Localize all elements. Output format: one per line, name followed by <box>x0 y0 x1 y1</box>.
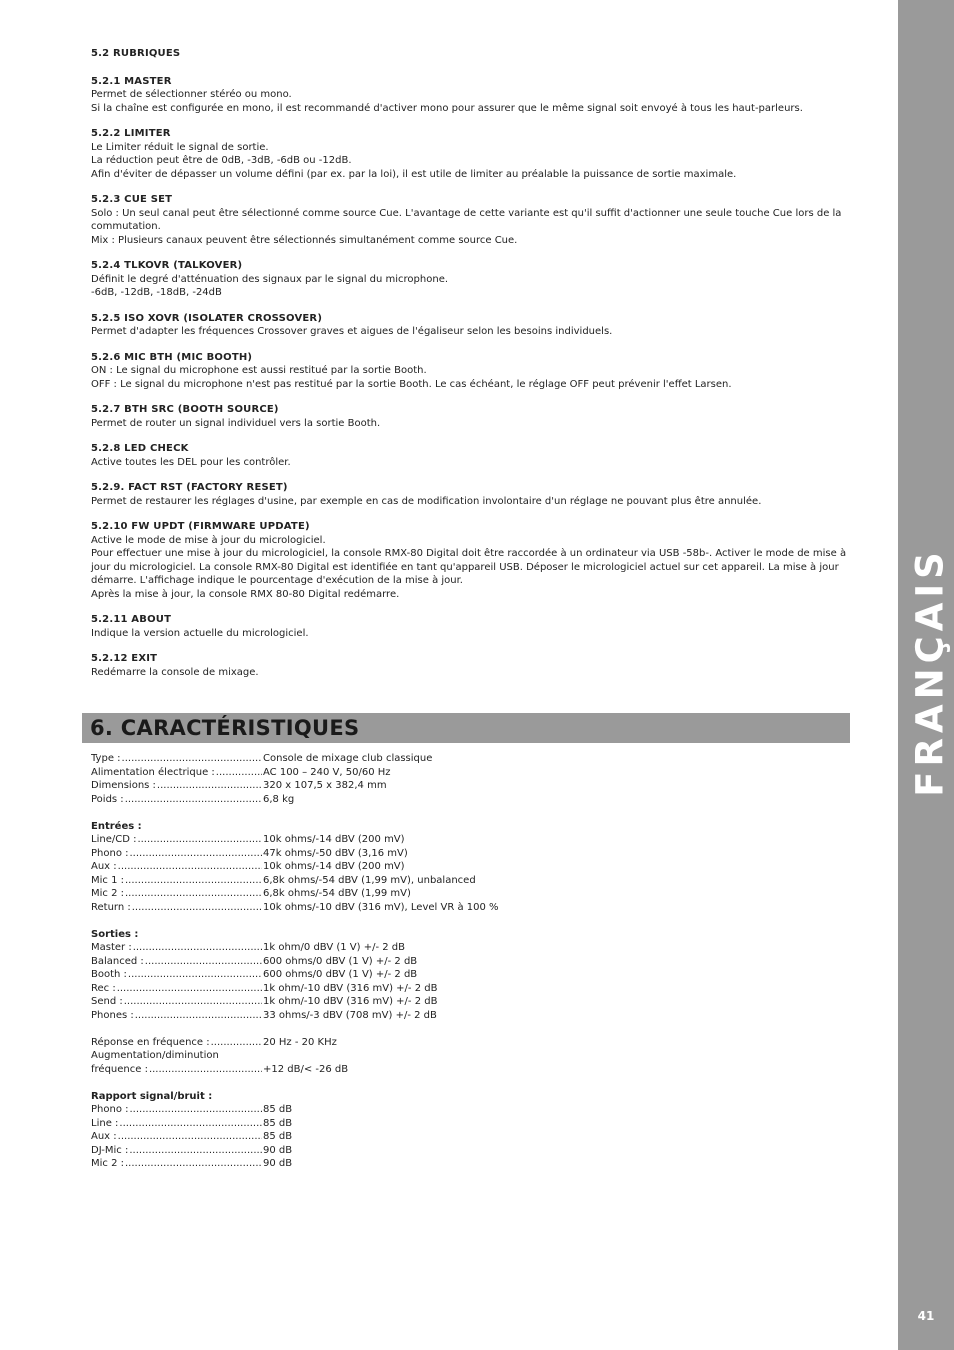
spec-value: 85 dB <box>263 1104 293 1115</box>
spec-label: DJ-Mic : <box>91 1144 129 1156</box>
section-text: Le Limiter réduit le signal de sortie. <box>91 141 269 153</box>
section-heading: 5.2.7 BTH SRC (BOOTH SOURCE) <box>91 404 279 415</box>
dot-leader <box>130 1103 263 1117</box>
dot-leader <box>117 982 262 996</box>
spec-value: 85 dB <box>263 1117 293 1129</box>
section-heading: 5.2 RUBRIQUES <box>91 48 181 59</box>
section-text: Permet de sélectionner stéréo ou mono. <box>91 89 292 100</box>
section-heading: 5.2.5 ISO XOVR (ISOLATER CROSSOVER) <box>91 312 323 324</box>
spec-label: fréquence : <box>91 1063 148 1075</box>
dot-leader <box>119 1117 262 1131</box>
dot-leader <box>149 1063 262 1077</box>
spec-label-cell <box>91 1130 263 1144</box>
spec-label: Master : <box>91 942 132 953</box>
section-text: Après la mise à jour, la console RMX 80-80 Digital redémarre. <box>91 588 400 600</box>
spec-label-cell <box>91 901 263 915</box>
spec-label: Balanced : <box>91 955 144 967</box>
spec-row <box>91 968 691 982</box>
spec-label-cell <box>91 995 263 1009</box>
section-text: Afin d'éviter de dépasser un volume défini (par ex. par la loi), il est utile de limiter au préalable la puissance de sortie maximale. <box>91 168 737 180</box>
spec-row <box>91 1063 691 1077</box>
spec-row <box>91 860 691 874</box>
spec-label-cell <box>91 982 263 996</box>
spec-label: Augmentation/diminution <box>91 1050 219 1061</box>
spec-label-cell <box>91 793 263 807</box>
spec-value: 6,8k ohms/-54 dBV (1,99 mV) <box>263 888 411 899</box>
spec-group <box>91 752 691 806</box>
spec-value: +12 dB/< -26 dB <box>263 1063 349 1075</box>
spec-label-cell <box>91 779 263 793</box>
spec-row <box>91 779 691 793</box>
spec-label-cell <box>91 752 263 766</box>
section-text: OFF : Le signal du microphone n'est pas restitué par la sortie Booth. Le cas échéant, le réglage OFF peut prévenir l'effet Larsen. <box>91 378 732 390</box>
spec-label-cell <box>91 941 263 955</box>
dot-leader <box>125 874 262 888</box>
dot-leader <box>211 1036 262 1050</box>
section-text: Permet de restaurer les réglages d'usine, par exemple en cas de modification involontaire d'un réglage ne pouvant plus être annulée. <box>91 495 762 507</box>
spec-label: Return : <box>91 901 131 913</box>
spec-row <box>91 887 691 901</box>
section-heading: 5.2.11 ABOUT <box>91 614 172 625</box>
spec-row <box>91 752 691 766</box>
spec-value: 20 Hz - 20 KHz <box>263 1036 337 1048</box>
section-text: Active le mode de mise à jour du micrologiciel. <box>91 534 326 546</box>
language-label: FRANÇAIS <box>908 547 952 797</box>
spec-row <box>91 1049 691 1063</box>
spec-row <box>91 874 691 888</box>
manual-section <box>91 652 851 679</box>
spec-label: Line/CD : <box>91 834 137 845</box>
spec-value: 600 ohms/0 dBV (1 V) +/- 2 dB <box>263 955 418 967</box>
dot-leader <box>137 833 262 847</box>
section-heading: 5.2.9. FACT RST (FACTORY RESET) <box>91 482 288 493</box>
spec-row <box>91 1036 691 1050</box>
spec-value: 10k ohms/-14 dBV (200 mV) <box>263 861 405 872</box>
section-heading: 5.2.10 FW UPDT (FIRMWARE UPDATE) <box>91 521 310 532</box>
spec-label: Line : <box>91 1117 119 1129</box>
manual-section <box>91 193 851 247</box>
spec-group-title: Sorties : <box>91 928 139 940</box>
section-text: Mix : Plusieurs canaux peuvent être sélectionnés simultanément comme source Cue. <box>91 234 518 246</box>
specifications-table <box>91 752 691 1184</box>
spec-label-cell <box>91 766 263 780</box>
dot-leader <box>129 1144 262 1158</box>
spec-row <box>91 1103 691 1117</box>
manual-section <box>91 351 851 392</box>
section-heading: 5.2.1 MASTER <box>91 75 172 87</box>
spec-label: Mic 1 : <box>91 874 124 886</box>
dot-leader <box>118 860 262 874</box>
section-heading: 5.2.12 EXIT <box>91 653 158 664</box>
section-text: Si la chaîne est configurée en mono, il est recommandé d'activer mono pour assurer que le même signal soit envoyé à tous les haut-parleurs. <box>91 102 803 114</box>
spec-group-title: Rapport signal/bruit : <box>91 1090 213 1102</box>
spec-label: Rec : <box>91 982 116 994</box>
spec-value: 1k ohm/-10 dBV (316 mV) +/- 2 dB <box>263 982 438 994</box>
section-text: Redémarre la console de mixage. <box>91 666 259 678</box>
chapter-title: 6. CARACTÉRISTIQUES <box>90 716 360 740</box>
manual-section <box>91 442 851 469</box>
dot-leader <box>135 1009 262 1023</box>
spec-row <box>91 982 691 996</box>
spec-label-cell <box>91 1103 263 1117</box>
section-text: Indique la version actuelle du micrologiciel. <box>91 627 309 639</box>
spec-value: Console de mixage club classique <box>263 753 433 764</box>
spec-value: 90 dB <box>263 1144 293 1156</box>
dot-leader <box>122 752 262 766</box>
spec-label-cell <box>91 1117 263 1131</box>
spec-label: Phones : <box>91 1009 134 1021</box>
spec-label-cell <box>91 833 263 847</box>
spec-row <box>91 901 691 915</box>
spec-label: Dimensions : <box>91 780 156 791</box>
spec-label: Type : <box>91 753 121 764</box>
dot-leader <box>130 847 263 861</box>
spec-label: Alimentation électrique : <box>91 766 215 778</box>
section-heading: 5.2.2 LIMITER <box>91 128 171 139</box>
spec-group <box>91 1036 691 1077</box>
spec-value: 33 ohms/-3 dBV (708 mV) +/- 2 dB <box>263 1009 437 1021</box>
spec-value: 1k ohm/0 dBV (1 V) +/- 2 dB <box>263 942 406 953</box>
section-text: Active toutes les DEL pour les contrôler. <box>91 456 291 468</box>
manual-section <box>91 259 851 300</box>
spec-row <box>91 995 691 1009</box>
dot-leader <box>133 941 262 955</box>
spec-label-cell <box>91 1036 263 1050</box>
spec-label-cell <box>91 968 263 982</box>
spec-label: Phono : <box>91 1104 129 1115</box>
spec-group <box>91 928 691 1023</box>
section-heading: 5.2.4 TLKOVR (TALKOVER) <box>91 260 243 271</box>
dot-leader <box>118 1130 262 1144</box>
spec-label: Poids : <box>91 793 124 805</box>
section-text: Permet de router un signal individuel vers la sortie Booth. <box>91 417 381 429</box>
spec-label-cell <box>91 860 263 874</box>
section-heading: 5.2.3 CUE SET <box>91 194 173 205</box>
spec-value: 10k ohms/-10 dBV (316 mV), Level VR à 100 % <box>263 901 499 913</box>
spec-row <box>91 1144 691 1158</box>
section-text: ON : Le signal du microphone est aussi restitué par la sortie Booth. <box>91 365 427 376</box>
manual-section <box>91 613 851 640</box>
section-text: Permet d'adapter les fréquences Crossover graves et aigues de l'égaliseur selon les besoins individuels. <box>91 326 613 337</box>
dot-leader <box>125 1157 262 1171</box>
spec-label-cell <box>91 1063 263 1077</box>
spec-label-cell <box>91 1009 263 1023</box>
spec-row <box>91 1117 691 1131</box>
spec-label: Aux : <box>91 861 117 872</box>
spec-label-cell <box>91 847 263 861</box>
manual-section <box>91 75 851 116</box>
spec-label-cell <box>91 874 263 888</box>
spec-value: 6,8k ohms/-54 dBV (1,99 mV), unbalanced <box>263 874 476 886</box>
section-text: -6dB, -12dB, -18dB, -24dB <box>91 287 222 298</box>
manual-section <box>91 312 851 339</box>
chapter-heading-bar <box>82 713 850 743</box>
spec-group <box>91 1090 691 1171</box>
spec-label: Aux : <box>91 1131 117 1142</box>
section-text: La réduction peut être de 0dB, -3dB, -6dB ou -12dB. <box>91 155 352 166</box>
spec-row <box>91 955 691 969</box>
spec-row <box>91 766 691 780</box>
spec-value: 90 dB <box>263 1158 293 1169</box>
spec-label: Send : <box>91 996 123 1007</box>
spec-label-cell <box>91 887 263 901</box>
spec-row <box>91 1009 691 1023</box>
spec-row <box>91 1157 691 1171</box>
spec-value: 6,8 kg <box>263 793 295 805</box>
dot-leader <box>145 955 262 969</box>
spec-value: 47k ohms/-50 dBV (3,16 mV) <box>263 847 408 859</box>
spec-value: 1k ohm/-10 dBV (316 mV) +/- 2 dB <box>263 996 438 1007</box>
spec-label-cell <box>91 1049 263 1063</box>
dot-leader <box>125 887 262 901</box>
dot-leader <box>128 968 262 982</box>
dot-leader <box>132 901 262 915</box>
section-text: Pour effectuer une mise à jour du micrologiciel, la console RMX-80 Digital doit être raccordée à un ordinateur via USB -58b-. Activer le mode de mise à jour du micrologiciel. La console RMX-80 Digital est identifiée en tant qu'appareil USB. Déposer le micrologiciel actuel sur cet appareil. La mise à jour démarre. L'affichage indique le pourcentage d'exécution de la mise à jour. <box>91 548 847 586</box>
spec-value: 320 x 107,5 x 382,4 mm <box>263 780 387 791</box>
dot-leader <box>157 779 262 793</box>
section-heading: 5.2.8 LED CHECK <box>91 443 189 454</box>
manual-section <box>91 403 851 430</box>
dot-leader <box>124 995 262 1009</box>
spec-label-cell <box>91 1157 263 1171</box>
spec-group <box>91 820 691 915</box>
section-heading: 5.2.6 MIC BTH (MIC BOOTH) <box>91 351 253 363</box>
dot-leader <box>216 766 262 780</box>
spec-row <box>91 941 691 955</box>
dot-leader <box>125 793 262 807</box>
section-text: Définit le degré d'atténuation des signaux par le signal du microphone. <box>91 273 449 285</box>
spec-row <box>91 1130 691 1144</box>
page-number: 41 <box>917 1309 935 1323</box>
spec-value: 10k ohms/-14 dBV (200 mV) <box>263 834 405 845</box>
spec-group-title: Entrées : <box>91 820 142 832</box>
spec-label: Mic 2 : <box>91 1158 124 1169</box>
spec-row <box>91 793 691 807</box>
spec-value: AC 100 – 240 V, 50/60 Hz <box>263 766 391 778</box>
manual-section <box>91 520 851 601</box>
spec-row <box>91 833 691 847</box>
spec-label: Booth : <box>91 969 127 980</box>
spec-label: Phono : <box>91 847 129 859</box>
spec-label-cell <box>91 1144 263 1158</box>
spec-label: Réponse en fréquence : <box>91 1036 210 1048</box>
spec-label: Mic 2 : <box>91 888 124 899</box>
spec-label-cell <box>91 955 263 969</box>
manual-section <box>91 127 851 181</box>
spec-row <box>91 847 691 861</box>
spec-value: 600 ohms/0 dBV (1 V) +/- 2 dB <box>263 969 418 980</box>
manual-section <box>91 47 851 61</box>
section-list <box>91 47 851 691</box>
manual-section <box>91 481 851 508</box>
spec-value: 85 dB <box>263 1131 293 1142</box>
section-text: Solo : Un seul canal peut être sélectionné comme source Cue. L'avantage de cette variante est qu'il suffit d'actionner une seule touche Cue lors de la commutation. <box>91 207 842 232</box>
